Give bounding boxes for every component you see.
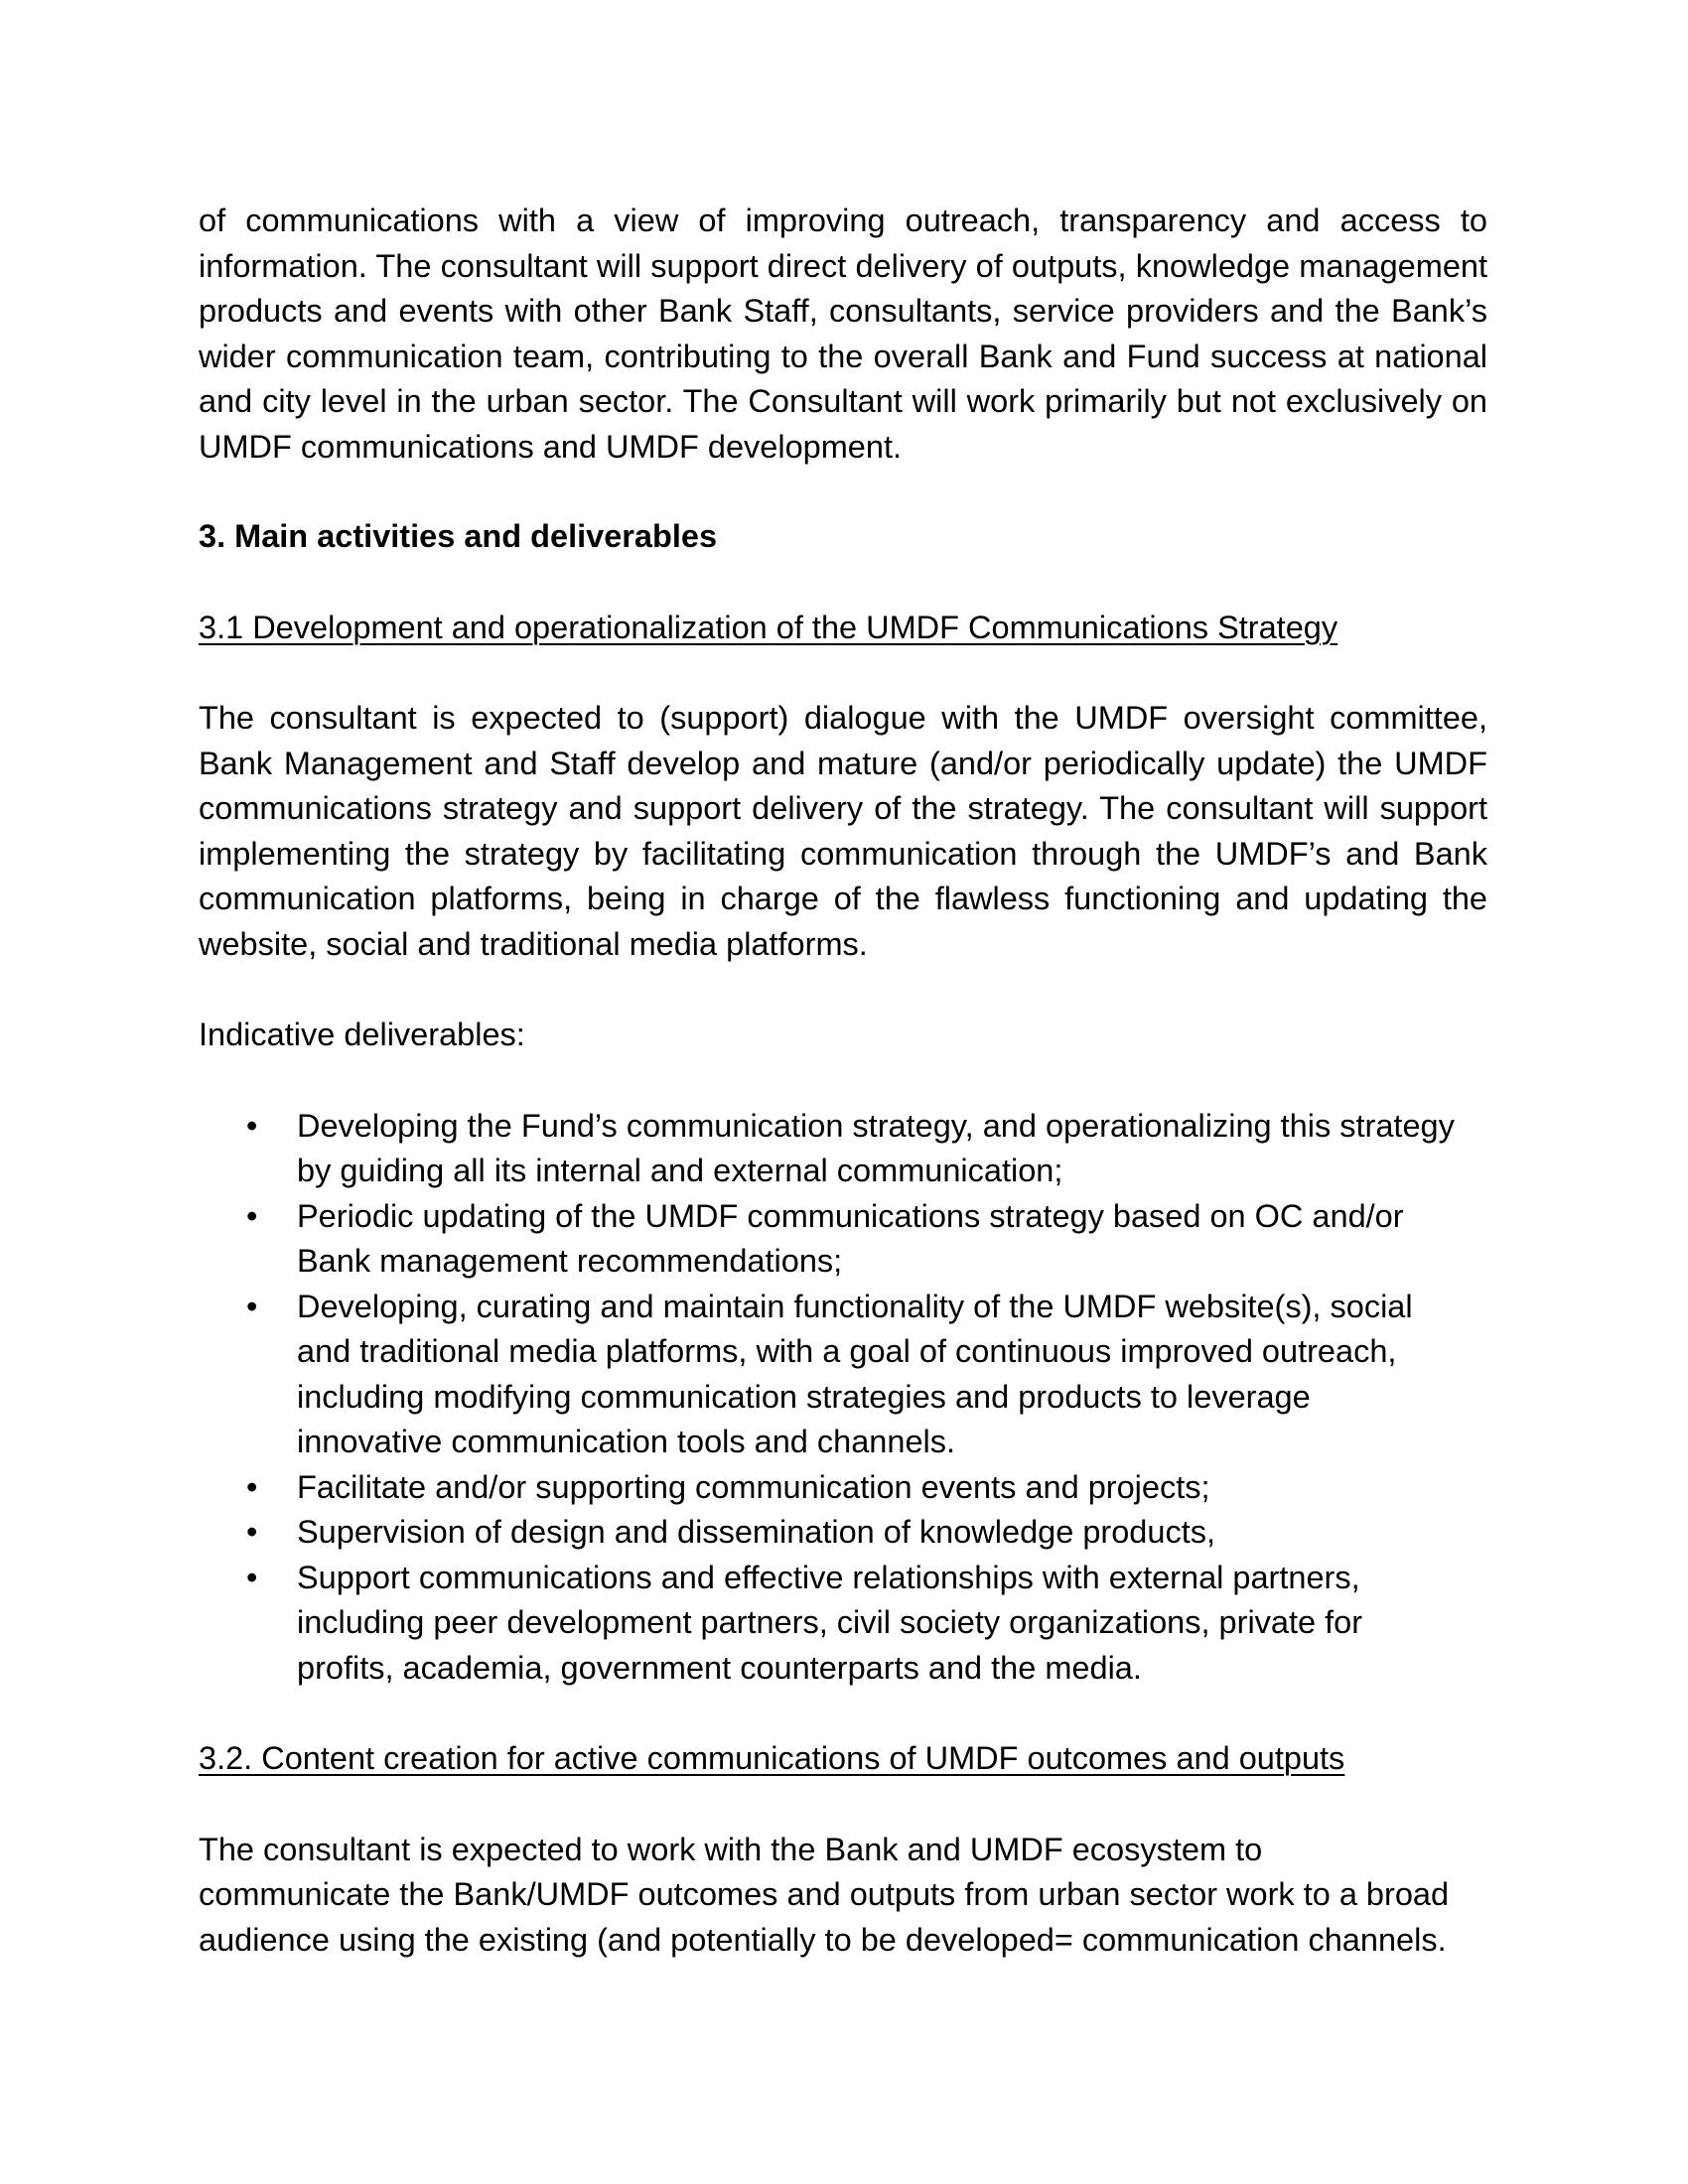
deliverables-list — [199, 1104, 1487, 1692]
paragraph-line: communicate the Bank/UMDF outcomes and outputs from urban sector work to a broad — [199, 1876, 1450, 1912]
bullet-icon: • — [246, 1514, 258, 1550]
list-item — [199, 1194, 1487, 1285]
deliverable-line: Periodic updating of the UMDF communications strategy based on OC and/or — [297, 1197, 1404, 1234]
deliverable-line: Developing the Fund’s communication strategy, and operationalizing this strategy — [297, 1107, 1455, 1144]
bullet-icon: • — [246, 1107, 258, 1144]
deliverable-line: Support communications and effective relationships with external partners, — [297, 1559, 1360, 1595]
deliverable-line: and traditional media platforms, with a goal of continuous improved outreach, — [297, 1333, 1397, 1369]
section-3-2-heading: 3.2. Content creation for active communications of UMDF outcomes and outputs — [199, 1740, 1345, 1776]
list-item — [199, 1510, 1487, 1556]
deliverable-line: profits, academia, government counterparts and the media. — [297, 1649, 1142, 1686]
paragraph-line: audience using the existing (and potentially to be developed= communication channels. — [199, 1921, 1447, 1958]
deliverable-line: including modifying communication strategies and products to leverage — [297, 1378, 1311, 1415]
deliverable-line: Bank management recommendations; — [297, 1243, 843, 1279]
section-3-2-paragraph — [199, 1828, 1487, 1964]
deliverable-line: by guiding all its internal and external communication; — [297, 1153, 1063, 1188]
section-3-heading: 3. Main activities and deliverables — [199, 518, 718, 554]
list-item — [199, 1556, 1487, 1692]
deliverable-line: Developing, curating and maintain functionality of the UMDF website(s), social — [297, 1288, 1413, 1324]
list-item — [199, 1104, 1487, 1194]
list-item — [199, 1465, 1487, 1511]
bullet-icon: • — [246, 1288, 258, 1324]
section-3-1-paragraph: The consultant is expected to (support) dialogue with the UMDF oversight committee, Bank Management and Staff develop and mature (and/or periodically update) the UMDF communications strategy and support delivery of the strategy. The consultant will support implementing the strategy by facilitating communication through the UMDF’s and Bank communication platforms, being in charge of the flawless functioning and updating the website, social and traditional media platforms. — [199, 700, 1487, 962]
bullet-icon: • — [246, 1468, 258, 1505]
deliverable-line: Supervision of design and dissemination of knowledge products, — [297, 1514, 1216, 1550]
deliverable-line: Facilitate and/or supporting communication events and projects; — [297, 1468, 1210, 1505]
intro-paragraph: of communications with a view of improving outreach, transparency and access to information. The consultant will support direct delivery of outputs, knowledge management products and events with other Bank Staff, consultants, service providers and the Bank’s wider communication team, contributing to the overall Bank and Fund success at national and city level in the urban sector. The Consultant will work primarily but not exclusively on UMDF communications and UMDF development. — [199, 203, 1487, 465]
section-3-1-heading: 3.1 Development and operationalization of the UMDF Communications Strategy — [199, 609, 1338, 645]
paragraph-line: The consultant is expected to work with the Bank and UMDF ecosystem to — [199, 1831, 1263, 1867]
deliverable-line: including peer development partners, civil society organizations, private for — [297, 1604, 1363, 1640]
deliverables-label: Indicative deliverables: — [199, 1017, 525, 1052]
bullet-icon: • — [246, 1559, 258, 1595]
deliverable-line: innovative communication tools and channels. — [297, 1424, 956, 1459]
bullet-icon: • — [246, 1197, 258, 1234]
list-item — [199, 1285, 1487, 1465]
document-page — [199, 199, 1487, 1963]
